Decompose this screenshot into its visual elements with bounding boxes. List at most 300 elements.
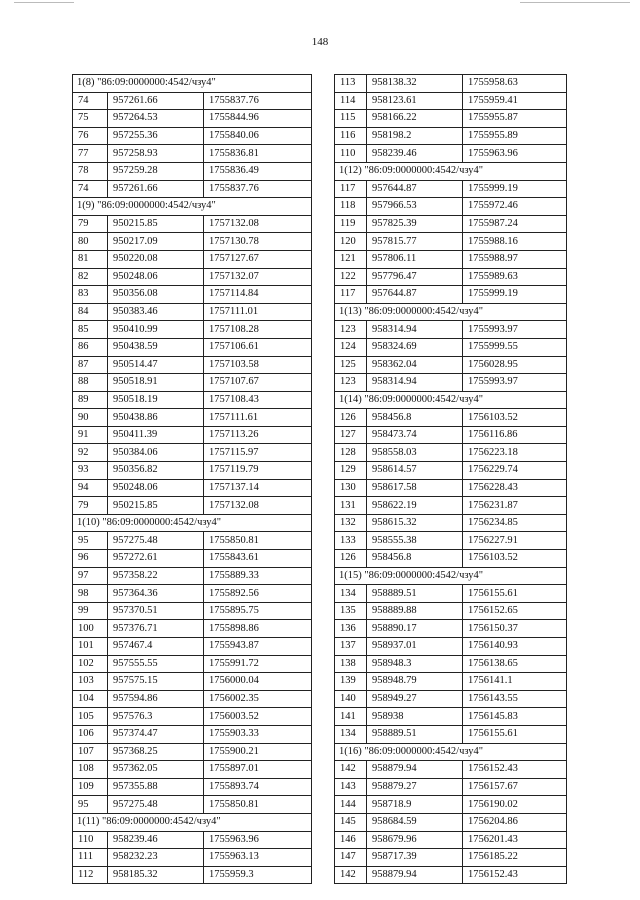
table-row [335, 655, 567, 673]
x-coordinate-cell: 957644.87 [367, 286, 463, 304]
table-row [73, 725, 312, 743]
table-row [335, 338, 567, 356]
point-number-cell: 108 [73, 761, 108, 779]
table-row [73, 866, 312, 884]
x-coordinate-cell: 957272.61 [108, 550, 204, 568]
point-number-cell: 110 [73, 831, 108, 849]
y-coordinate-cell: 1755840.06 [204, 127, 312, 145]
y-coordinate-cell: 1757132.07 [204, 268, 312, 286]
point-number-cell: 85 [73, 321, 108, 339]
x-coordinate-cell: 950217.09 [108, 233, 204, 251]
x-coordinate-cell: 957259.28 [108, 162, 204, 180]
point-number-cell: 120 [335, 233, 367, 251]
table-row [335, 849, 567, 867]
table-row [73, 849, 312, 867]
y-coordinate-cell: 1755993.97 [463, 321, 567, 339]
table-row [335, 585, 567, 603]
point-number-cell: 140 [335, 690, 367, 708]
table-row [73, 268, 312, 286]
x-coordinate-cell: 958324.69 [367, 338, 463, 356]
y-coordinate-cell: 1756228.43 [463, 479, 567, 497]
y-coordinate-cell: 1756201.43 [463, 831, 567, 849]
table-row [335, 690, 567, 708]
y-coordinate-cell: 1757132.08 [204, 215, 312, 233]
point-number-cell: 106 [73, 725, 108, 743]
point-number-cell: 89 [73, 391, 108, 409]
point-number-cell: 136 [335, 620, 367, 638]
point-number-cell: 101 [73, 638, 108, 656]
x-coordinate-cell: 950248.06 [108, 268, 204, 286]
table-row [335, 602, 567, 620]
point-number-cell: 143 [335, 778, 367, 796]
table-row [73, 145, 312, 163]
x-coordinate-cell: 958948.79 [367, 673, 463, 691]
point-number-cell: 122 [335, 268, 367, 286]
parcel-group-header-row [73, 198, 312, 216]
x-coordinate-cell: 957362.05 [108, 761, 204, 779]
point-number-cell: 123 [335, 374, 367, 392]
point-number-cell: 107 [73, 743, 108, 761]
parcel-group-header-row [335, 303, 567, 321]
table-row [73, 215, 312, 233]
parcel-group-label: 1(12) "86:09:0000000:4542/чзу4" [335, 162, 567, 180]
y-coordinate-cell: 1757130.78 [204, 233, 312, 251]
point-number-cell: 82 [73, 268, 108, 286]
point-number-cell: 88 [73, 374, 108, 392]
y-coordinate-cell: 1755963.96 [204, 831, 312, 849]
table-row [335, 127, 567, 145]
table-row [73, 585, 312, 603]
x-coordinate-cell: 958879.94 [367, 761, 463, 779]
y-coordinate-cell: 1756145.83 [463, 708, 567, 726]
point-number-cell: 117 [335, 180, 367, 198]
y-coordinate-cell: 1755972.46 [463, 198, 567, 216]
y-coordinate-cell: 1756116.86 [463, 426, 567, 444]
parcel-group-label: 1(9) "86:09:0000000:4542/чзу4" [73, 198, 312, 216]
x-coordinate-cell: 957358.22 [108, 567, 204, 585]
y-coordinate-cell: 1755843.61 [204, 550, 312, 568]
table-row [73, 462, 312, 480]
x-coordinate-cell: 957264.53 [108, 110, 204, 128]
table-row [73, 426, 312, 444]
x-coordinate-cell: 958615.32 [367, 514, 463, 532]
table-row [335, 866, 567, 884]
x-coordinate-cell: 957806.11 [367, 250, 463, 268]
x-coordinate-cell: 950514.47 [108, 356, 204, 374]
parcel-group-label: 1(8) "86:09:0000000:4542/чзу4" [73, 75, 312, 93]
point-number-cell: 134 [335, 585, 367, 603]
x-coordinate-cell: 957576.3 [108, 708, 204, 726]
table-row [335, 796, 567, 814]
table-row [335, 831, 567, 849]
table-row [335, 409, 567, 427]
x-coordinate-cell: 957376.71 [108, 620, 204, 638]
y-coordinate-cell: 1755993.97 [463, 374, 567, 392]
table-row [335, 268, 567, 286]
y-coordinate-cell: 1757108.43 [204, 391, 312, 409]
y-coordinate-cell: 1756000.04 [204, 673, 312, 691]
y-coordinate-cell: 1755850.81 [204, 796, 312, 814]
y-coordinate-cell: 1757132.08 [204, 497, 312, 515]
coordinates-table-right [334, 74, 567, 884]
x-coordinate-cell: 957261.66 [108, 92, 204, 110]
table-row [73, 761, 312, 779]
x-coordinate-cell: 957370.51 [108, 602, 204, 620]
point-number-cell: 112 [73, 866, 108, 884]
point-number-cell: 131 [335, 497, 367, 515]
x-coordinate-cell: 950356.08 [108, 286, 204, 304]
table-row [335, 479, 567, 497]
y-coordinate-cell: 1755893.74 [204, 778, 312, 796]
point-number-cell: 135 [335, 602, 367, 620]
y-coordinate-cell: 1755844.96 [204, 110, 312, 128]
point-number-cell: 103 [73, 673, 108, 691]
table-row [73, 374, 312, 392]
parcel-group-label: 1(15) "86:09:0000000:4542/чзу4" [335, 567, 567, 585]
point-number-cell: 79 [73, 215, 108, 233]
parcel-group-label: 1(16) "86:09:0000000:4542/чзу4" [335, 743, 567, 761]
x-coordinate-cell: 957825.39 [367, 215, 463, 233]
table-row [335, 233, 567, 251]
point-number-cell: 81 [73, 250, 108, 268]
point-number-cell: 142 [335, 866, 367, 884]
y-coordinate-cell: 1756190.02 [463, 796, 567, 814]
table-row [335, 75, 567, 93]
point-number-cell: 118 [335, 198, 367, 216]
parcel-group-header-row [335, 743, 567, 761]
point-number-cell: 138 [335, 655, 367, 673]
table-row [73, 743, 312, 761]
y-coordinate-cell: 1757108.28 [204, 321, 312, 339]
x-coordinate-cell: 958949.27 [367, 690, 463, 708]
point-number-cell: 99 [73, 602, 108, 620]
point-number-cell: 105 [73, 708, 108, 726]
x-coordinate-cell: 958622.19 [367, 497, 463, 515]
point-number-cell: 147 [335, 849, 367, 867]
y-coordinate-cell: 1756227.91 [463, 532, 567, 550]
table-row [73, 110, 312, 128]
y-coordinate-cell: 1755959.3 [204, 866, 312, 884]
point-number-cell: 129 [335, 462, 367, 480]
x-coordinate-cell: 957575.15 [108, 673, 204, 691]
point-number-cell: 113 [335, 75, 367, 93]
table-row [73, 831, 312, 849]
y-coordinate-cell: 1755987.24 [463, 215, 567, 233]
point-number-cell: 130 [335, 479, 367, 497]
table-row [335, 725, 567, 743]
x-coordinate-cell: 958879.27 [367, 778, 463, 796]
x-coordinate-cell: 950215.85 [108, 497, 204, 515]
y-coordinate-cell: 1756231.87 [463, 497, 567, 515]
point-number-cell: 126 [335, 550, 367, 568]
y-coordinate-cell: 1755892.56 [204, 585, 312, 603]
point-number-cell: 102 [73, 655, 108, 673]
y-coordinate-cell: 1755898.86 [204, 620, 312, 638]
x-coordinate-cell: 950248.06 [108, 479, 204, 497]
x-coordinate-cell: 958314.94 [367, 374, 463, 392]
x-coordinate-cell: 957364.36 [108, 585, 204, 603]
point-number-cell: 119 [335, 215, 367, 233]
y-coordinate-cell: 1755943.87 [204, 638, 312, 656]
table-row [73, 180, 312, 198]
table-row [73, 92, 312, 110]
x-coordinate-cell: 950356.82 [108, 462, 204, 480]
y-coordinate-cell: 1756152.65 [463, 602, 567, 620]
x-coordinate-cell: 957796.47 [367, 268, 463, 286]
coordinates-column-left [72, 74, 311, 884]
point-number-cell: 146 [335, 831, 367, 849]
x-coordinate-cell: 957261.66 [108, 180, 204, 198]
y-coordinate-cell: 1757115.97 [204, 444, 312, 462]
table-row [73, 532, 312, 550]
y-coordinate-cell: 1755999.55 [463, 338, 567, 356]
y-coordinate-cell: 1755900.21 [204, 743, 312, 761]
y-coordinate-cell: 1756152.43 [463, 866, 567, 884]
point-number-cell: 114 [335, 92, 367, 110]
table-row [73, 321, 312, 339]
page-number: 148 [311, 36, 329, 48]
coordinates-table-left [72, 74, 312, 884]
x-coordinate-cell: 958890.17 [367, 620, 463, 638]
parcel-group-label: 1(11) "86:09:0000000:4542/чзу4" [73, 813, 312, 831]
x-coordinate-cell: 958617.58 [367, 479, 463, 497]
point-number-cell: 92 [73, 444, 108, 462]
x-coordinate-cell: 958684.59 [367, 813, 463, 831]
table-row [73, 338, 312, 356]
parcel-group-header-row [73, 75, 312, 93]
point-number-cell: 75 [73, 110, 108, 128]
y-coordinate-cell: 1755958.63 [463, 75, 567, 93]
point-number-cell: 100 [73, 620, 108, 638]
y-coordinate-cell: 1756150.37 [463, 620, 567, 638]
point-number-cell: 117 [335, 286, 367, 304]
x-coordinate-cell: 958948.3 [367, 655, 463, 673]
point-number-cell: 139 [335, 673, 367, 691]
point-number-cell: 95 [73, 532, 108, 550]
point-number-cell: 97 [73, 567, 108, 585]
y-coordinate-cell: 1756157.67 [463, 778, 567, 796]
y-coordinate-cell: 1756143.55 [463, 690, 567, 708]
y-coordinate-cell: 1757127.67 [204, 250, 312, 268]
x-coordinate-cell: 958614.57 [367, 462, 463, 480]
y-coordinate-cell: 1757137.14 [204, 479, 312, 497]
point-number-cell: 96 [73, 550, 108, 568]
table-row [73, 673, 312, 691]
table-row [335, 250, 567, 268]
table-row [73, 796, 312, 814]
x-coordinate-cell: 950438.86 [108, 409, 204, 427]
y-coordinate-cell: 1756138.65 [463, 655, 567, 673]
table-row [335, 180, 567, 198]
point-number-cell: 128 [335, 444, 367, 462]
x-coordinate-cell: 950518.91 [108, 374, 204, 392]
y-coordinate-cell: 1757106.61 [204, 338, 312, 356]
x-coordinate-cell: 958718.9 [367, 796, 463, 814]
x-coordinate-cell: 958239.46 [367, 145, 463, 163]
table-row [73, 356, 312, 374]
y-coordinate-cell: 1755889.33 [204, 567, 312, 585]
x-coordinate-cell: 957467.4 [108, 638, 204, 656]
point-number-cell: 127 [335, 426, 367, 444]
y-coordinate-cell: 1755999.19 [463, 286, 567, 304]
y-coordinate-cell: 1756003.52 [204, 708, 312, 726]
point-number-cell: 79 [73, 497, 108, 515]
y-coordinate-cell: 1755895.75 [204, 602, 312, 620]
table-row [335, 321, 567, 339]
x-coordinate-cell: 958889.88 [367, 602, 463, 620]
parcel-group-label: 1(13) "86:09:0000000:4542/чзу4" [335, 303, 567, 321]
point-number-cell: 123 [335, 321, 367, 339]
y-coordinate-cell: 1755989.63 [463, 268, 567, 286]
x-coordinate-cell: 957815.77 [367, 233, 463, 251]
parcel-group-label: 1(10) "86:09:0000000:4542/чзу4" [73, 514, 312, 532]
point-number-cell: 134 [335, 725, 367, 743]
x-coordinate-cell: 957275.48 [108, 796, 204, 814]
x-coordinate-cell: 958473.74 [367, 426, 463, 444]
y-coordinate-cell: 1755963.96 [463, 145, 567, 163]
y-coordinate-cell: 1755850.81 [204, 532, 312, 550]
parcel-group-header-row [73, 813, 312, 831]
point-number-cell: 115 [335, 110, 367, 128]
y-coordinate-cell: 1756204.86 [463, 813, 567, 831]
point-number-cell: 137 [335, 638, 367, 656]
x-coordinate-cell: 958879.94 [367, 866, 463, 884]
y-coordinate-cell: 1755988.97 [463, 250, 567, 268]
x-coordinate-cell: 958166.22 [367, 110, 463, 128]
table-row [73, 286, 312, 304]
point-number-cell: 90 [73, 409, 108, 427]
y-coordinate-cell: 1756223.18 [463, 444, 567, 462]
point-number-cell: 124 [335, 338, 367, 356]
point-number-cell: 111 [73, 849, 108, 867]
y-coordinate-cell: 1755837.76 [204, 180, 312, 198]
y-coordinate-cell: 1755837.76 [204, 92, 312, 110]
coordinates-column-right [334, 74, 566, 884]
y-coordinate-cell: 1757119.79 [204, 462, 312, 480]
point-number-cell: 126 [335, 409, 367, 427]
y-coordinate-cell: 1755955.89 [463, 127, 567, 145]
table-row [73, 303, 312, 321]
x-coordinate-cell: 958679.96 [367, 831, 463, 849]
point-number-cell: 98 [73, 585, 108, 603]
point-number-cell: 93 [73, 462, 108, 480]
x-coordinate-cell: 950410.99 [108, 321, 204, 339]
x-coordinate-cell: 958889.51 [367, 725, 463, 743]
point-number-cell: 91 [73, 426, 108, 444]
y-coordinate-cell: 1756141.1 [463, 673, 567, 691]
x-coordinate-cell: 957644.87 [367, 180, 463, 198]
x-coordinate-cell: 957275.48 [108, 532, 204, 550]
x-coordinate-cell: 957966.53 [367, 198, 463, 216]
parcel-group-header-row [335, 391, 567, 409]
x-coordinate-cell: 957255.36 [108, 127, 204, 145]
table-row [335, 673, 567, 691]
x-coordinate-cell: 950383.46 [108, 303, 204, 321]
x-coordinate-cell: 950438.59 [108, 338, 204, 356]
x-coordinate-cell: 950220.08 [108, 250, 204, 268]
table-row [73, 602, 312, 620]
y-coordinate-cell: 1756002.35 [204, 690, 312, 708]
table-row [335, 215, 567, 233]
table-row [335, 813, 567, 831]
parcel-group-header-row [73, 514, 312, 532]
x-coordinate-cell: 958362.04 [367, 356, 463, 374]
y-coordinate-cell: 1755991.72 [204, 655, 312, 673]
point-number-cell: 74 [73, 180, 108, 198]
scan-artifact-left [14, 2, 74, 3]
table-row [73, 444, 312, 462]
point-number-cell: 94 [73, 479, 108, 497]
table-row [335, 374, 567, 392]
scan-artifact-right [520, 2, 630, 3]
table-row [73, 233, 312, 251]
x-coordinate-cell: 958456.8 [367, 409, 463, 427]
table-row [335, 356, 567, 374]
parcel-group-label: 1(14) "86:09:0000000:4542/чзу4" [335, 391, 567, 409]
point-number-cell: 87 [73, 356, 108, 374]
table-row [335, 638, 567, 656]
table-row [73, 778, 312, 796]
y-coordinate-cell: 1757103.58 [204, 356, 312, 374]
point-number-cell: 83 [73, 286, 108, 304]
x-coordinate-cell: 958185.32 [108, 866, 204, 884]
table-row [335, 426, 567, 444]
x-coordinate-cell: 958558.03 [367, 444, 463, 462]
y-coordinate-cell: 1756140.93 [463, 638, 567, 656]
point-number-cell: 78 [73, 162, 108, 180]
table-row [335, 286, 567, 304]
x-coordinate-cell: 957374.47 [108, 725, 204, 743]
y-coordinate-cell: 1756155.61 [463, 585, 567, 603]
table-row [73, 391, 312, 409]
x-coordinate-cell: 958123.61 [367, 92, 463, 110]
x-coordinate-cell: 958198.2 [367, 127, 463, 145]
point-number-cell: 86 [73, 338, 108, 356]
y-coordinate-cell: 1755903.33 [204, 725, 312, 743]
point-number-cell: 76 [73, 127, 108, 145]
table-row [73, 708, 312, 726]
y-coordinate-cell: 1756229.74 [463, 462, 567, 480]
y-coordinate-cell: 1756185.22 [463, 849, 567, 867]
y-coordinate-cell: 1755836.49 [204, 162, 312, 180]
table-row [73, 638, 312, 656]
x-coordinate-cell: 950384.06 [108, 444, 204, 462]
point-number-cell: 141 [335, 708, 367, 726]
y-coordinate-cell: 1755999.19 [463, 180, 567, 198]
point-number-cell: 133 [335, 532, 367, 550]
point-number-cell: 84 [73, 303, 108, 321]
point-number-cell: 145 [335, 813, 367, 831]
point-number-cell: 74 [73, 92, 108, 110]
y-coordinate-cell: 1756103.52 [463, 550, 567, 568]
x-coordinate-cell: 957594.86 [108, 690, 204, 708]
y-coordinate-cell: 1757114.84 [204, 286, 312, 304]
point-number-cell: 116 [335, 127, 367, 145]
table-row [73, 162, 312, 180]
y-coordinate-cell: 1756103.52 [463, 409, 567, 427]
table-row [335, 462, 567, 480]
y-coordinate-cell: 1755963.13 [204, 849, 312, 867]
table-row [335, 145, 567, 163]
point-number-cell: 125 [335, 356, 367, 374]
table-row [335, 444, 567, 462]
point-number-cell: 104 [73, 690, 108, 708]
point-number-cell: 80 [73, 233, 108, 251]
table-row [335, 620, 567, 638]
table-row [335, 92, 567, 110]
point-number-cell: 95 [73, 796, 108, 814]
point-number-cell: 110 [335, 145, 367, 163]
